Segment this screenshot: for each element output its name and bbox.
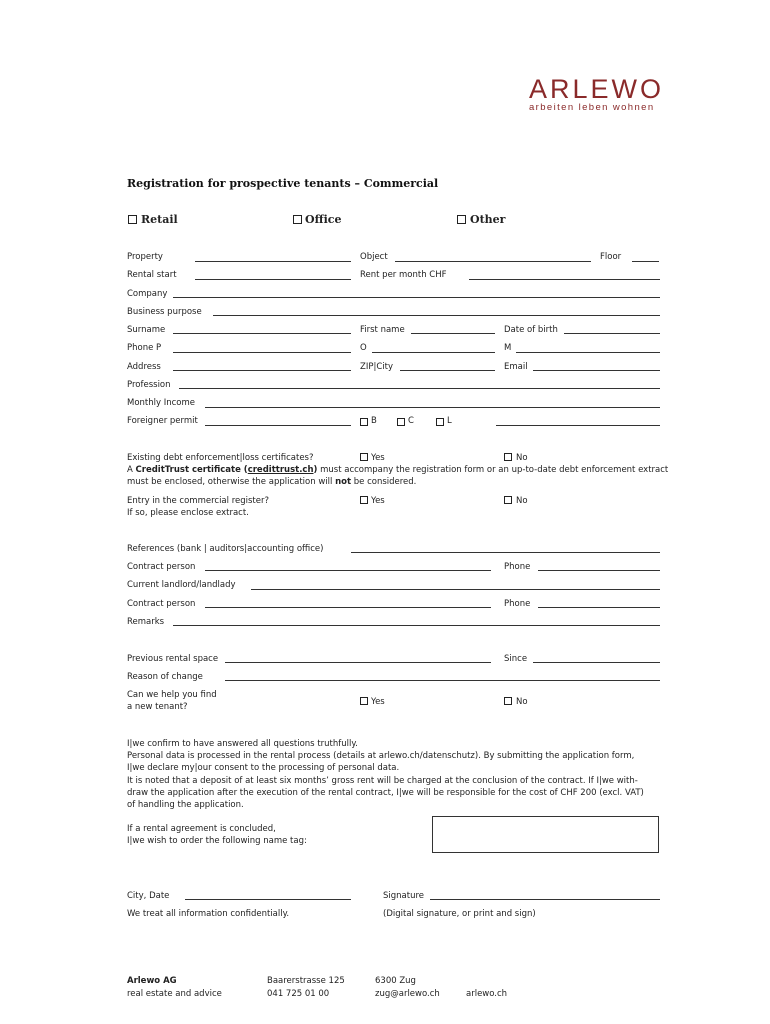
help-question-2: a new tenant? xyxy=(127,702,188,712)
footer-email[interactable]: zug@arlewo.ch xyxy=(375,989,440,999)
credittrust-note xyxy=(127,465,668,476)
remarks-label: Remarks xyxy=(127,617,165,627)
other-label: Other xyxy=(470,213,506,226)
contract-person-2-field[interactable] xyxy=(205,607,491,608)
help-yes-label: Yes xyxy=(371,697,385,707)
note-rest: must accompany the registration form or an up-to-date debt enforcement extract xyxy=(317,465,669,475)
phone-m-label: M xyxy=(504,343,512,353)
footer-contact xyxy=(375,975,440,1001)
confirm-line: I|we confirm to have answered all questions truthfully. xyxy=(127,739,358,749)
note2-prefix: must be enclosed, otherwise the application will xyxy=(127,477,336,487)
phone-p-label: Phone P xyxy=(127,343,162,353)
since-label: Since xyxy=(504,654,528,664)
note-prefix: A xyxy=(127,465,136,475)
permit-l-checkbox[interactable] xyxy=(436,418,444,426)
debt-no-checkbox[interactable] xyxy=(504,453,512,461)
confirm-line: draw the application after the execution of the rental contract, I|we will be responsible for the cost of CHF 200 (excl. VAT) xyxy=(127,787,644,798)
credittrust-link[interactable]: credittrust.ch xyxy=(247,465,314,475)
permit-b-label: B xyxy=(371,416,377,426)
phone-p-field[interactable] xyxy=(173,352,351,353)
other-checkbox[interactable] xyxy=(457,215,466,224)
digital-signature-note: (Digital signature, or print and sign) xyxy=(383,909,536,919)
footer-phone: 041 725 01 00 xyxy=(267,989,330,999)
income-field[interactable] xyxy=(205,407,660,408)
footer-company-desc: real estate and advice xyxy=(127,989,222,999)
footer-company-name: Arlewo AG xyxy=(127,976,177,986)
references-field[interactable] xyxy=(351,552,660,553)
property-label: Property xyxy=(127,252,163,262)
confirm-line: Personal data is processed in the rental process (details at arlewo.ch/datenschutz). By submitting the application form, xyxy=(127,751,635,762)
logo-tagline: arbeiten leben wohnen xyxy=(529,102,655,113)
debt-no-label: No xyxy=(516,453,528,463)
nametag-box[interactable] xyxy=(432,816,659,853)
profession-label: Profession xyxy=(127,380,171,390)
register-no-label: No xyxy=(516,496,528,506)
business-purpose-label: Business purpose xyxy=(127,307,202,317)
confidential-note: We treat all information confidentially. xyxy=(127,909,290,919)
register-yes-label: Yes xyxy=(371,496,385,506)
remarks-field[interactable] xyxy=(173,625,660,626)
floor-field[interactable] xyxy=(632,261,659,262)
surname-field[interactable] xyxy=(173,333,351,334)
debt-yes-label: Yes xyxy=(371,453,385,463)
register-yes-checkbox[interactable] xyxy=(360,496,368,504)
credittrust-note-line2 xyxy=(127,477,416,488)
zip-city-field[interactable] xyxy=(400,370,495,371)
help-question-1: Can we help you find xyxy=(127,690,217,700)
permit-c-label: C xyxy=(408,416,414,426)
object-label: Object xyxy=(360,252,388,262)
permit-b-checkbox[interactable] xyxy=(360,418,368,426)
phone-2-field[interactable] xyxy=(538,607,660,608)
debt-question: Existing debt enforcement|loss certificates? xyxy=(127,453,314,463)
profession-field[interactable] xyxy=(179,388,660,389)
address-field[interactable] xyxy=(173,370,351,371)
footer-company xyxy=(127,975,222,1001)
permit-field[interactable] xyxy=(205,425,351,426)
signature-label: Signature xyxy=(383,891,425,901)
register-note: If so, please enclose extract. xyxy=(127,508,249,518)
help-no-checkbox[interactable] xyxy=(504,697,512,705)
confirm-line: I|we declare my|our consent to the processing of personal data. xyxy=(127,763,400,774)
note2-rest: be considered. xyxy=(351,477,417,487)
nametag-line1: If a rental agreement is concluded, xyxy=(127,824,276,834)
business-purpose-field[interactable] xyxy=(213,315,660,316)
note2-bold: not xyxy=(335,477,352,487)
rent-label: Rent per month CHF xyxy=(360,270,447,280)
footer-street: Baarerstrasse 125 xyxy=(267,976,345,986)
note-bold: CreditTrust certificate ( xyxy=(135,465,248,475)
nametag-line2: I|we wish to order the following name tag: xyxy=(127,836,307,846)
floor-label: Floor xyxy=(600,252,622,262)
first-name-field[interactable] xyxy=(411,333,495,334)
debt-yes-checkbox[interactable] xyxy=(360,453,368,461)
phone-o-label: O xyxy=(360,343,367,353)
company-field[interactable] xyxy=(173,297,660,298)
register-no-checkbox[interactable] xyxy=(504,496,512,504)
signature-field[interactable] xyxy=(430,899,660,900)
contract-person-1-field[interactable] xyxy=(205,570,491,571)
permit-other-field[interactable] xyxy=(496,425,660,426)
landlord-field[interactable] xyxy=(251,589,660,590)
landlord-label: Current landlord/landlady xyxy=(127,580,236,590)
city-date-field[interactable] xyxy=(185,899,351,900)
retail-label: Retail xyxy=(141,213,178,226)
permit-label: Foreigner permit xyxy=(127,416,198,426)
rental-start-label: Rental start xyxy=(127,270,177,280)
since-field[interactable] xyxy=(533,662,660,663)
phone-2-label: Phone xyxy=(504,599,531,609)
register-question: Entry in the commercial register? xyxy=(127,496,269,506)
reason-field[interactable] xyxy=(225,680,660,681)
company-label: Company xyxy=(127,289,168,299)
phone-o-field[interactable] xyxy=(372,352,495,353)
logo-wordmark: ARLEWO xyxy=(529,74,665,104)
permit-c-checkbox[interactable] xyxy=(397,418,405,426)
office-label: Office xyxy=(305,213,342,226)
phone-m-field[interactable] xyxy=(516,352,660,353)
confirm-line: It is noted that a deposit of at least six months’ gross rent will be charged at the conclusion of the contract. If I|we with- xyxy=(127,775,638,786)
form-title: Registration for prospective tenants – Commercial xyxy=(127,177,439,190)
permit-l-label: L xyxy=(447,416,452,426)
previous-space-label: Previous rental space xyxy=(127,654,219,664)
address-label: Address xyxy=(127,362,161,372)
help-yes-checkbox[interactable] xyxy=(360,697,368,705)
footer-city: 6300 Zug xyxy=(375,976,416,986)
email-label: Email xyxy=(504,362,528,372)
confirmation-text xyxy=(127,738,667,811)
email-field[interactable] xyxy=(533,370,660,371)
note-bold-close: ) xyxy=(313,465,318,475)
first-name-label: First name xyxy=(360,325,405,335)
contract-person-1-label: Contract person xyxy=(127,562,196,572)
rent-field[interactable] xyxy=(469,279,660,280)
zip-city-label: ZIP|City xyxy=(360,362,393,372)
income-label: Monthly Income xyxy=(127,398,196,408)
property-field[interactable] xyxy=(195,261,351,262)
retail-checkbox[interactable] xyxy=(128,215,137,224)
office-checkbox[interactable] xyxy=(293,215,302,224)
rental-start-field[interactable] xyxy=(195,279,351,280)
dob-label: Date of birth xyxy=(504,325,558,335)
surname-label: Surname xyxy=(127,325,166,335)
confirm-line: of handling the application. xyxy=(127,800,244,811)
footer-web[interactable]: arlewo.ch xyxy=(466,989,508,999)
help-no-label: No xyxy=(516,697,528,707)
footer-address xyxy=(267,975,345,1001)
phone-1-field[interactable] xyxy=(538,570,660,571)
contract-person-2-label: Contract person xyxy=(127,599,196,609)
dob-field[interactable] xyxy=(564,333,660,334)
references-label: References (bank | auditors|accounting office) xyxy=(127,544,324,554)
reason-label: Reason of change xyxy=(127,672,203,682)
city-date-label: City, Date xyxy=(127,891,170,901)
object-field[interactable] xyxy=(395,261,591,262)
phone-1-label: Phone xyxy=(504,562,531,572)
previous-space-field[interactable] xyxy=(225,662,491,663)
